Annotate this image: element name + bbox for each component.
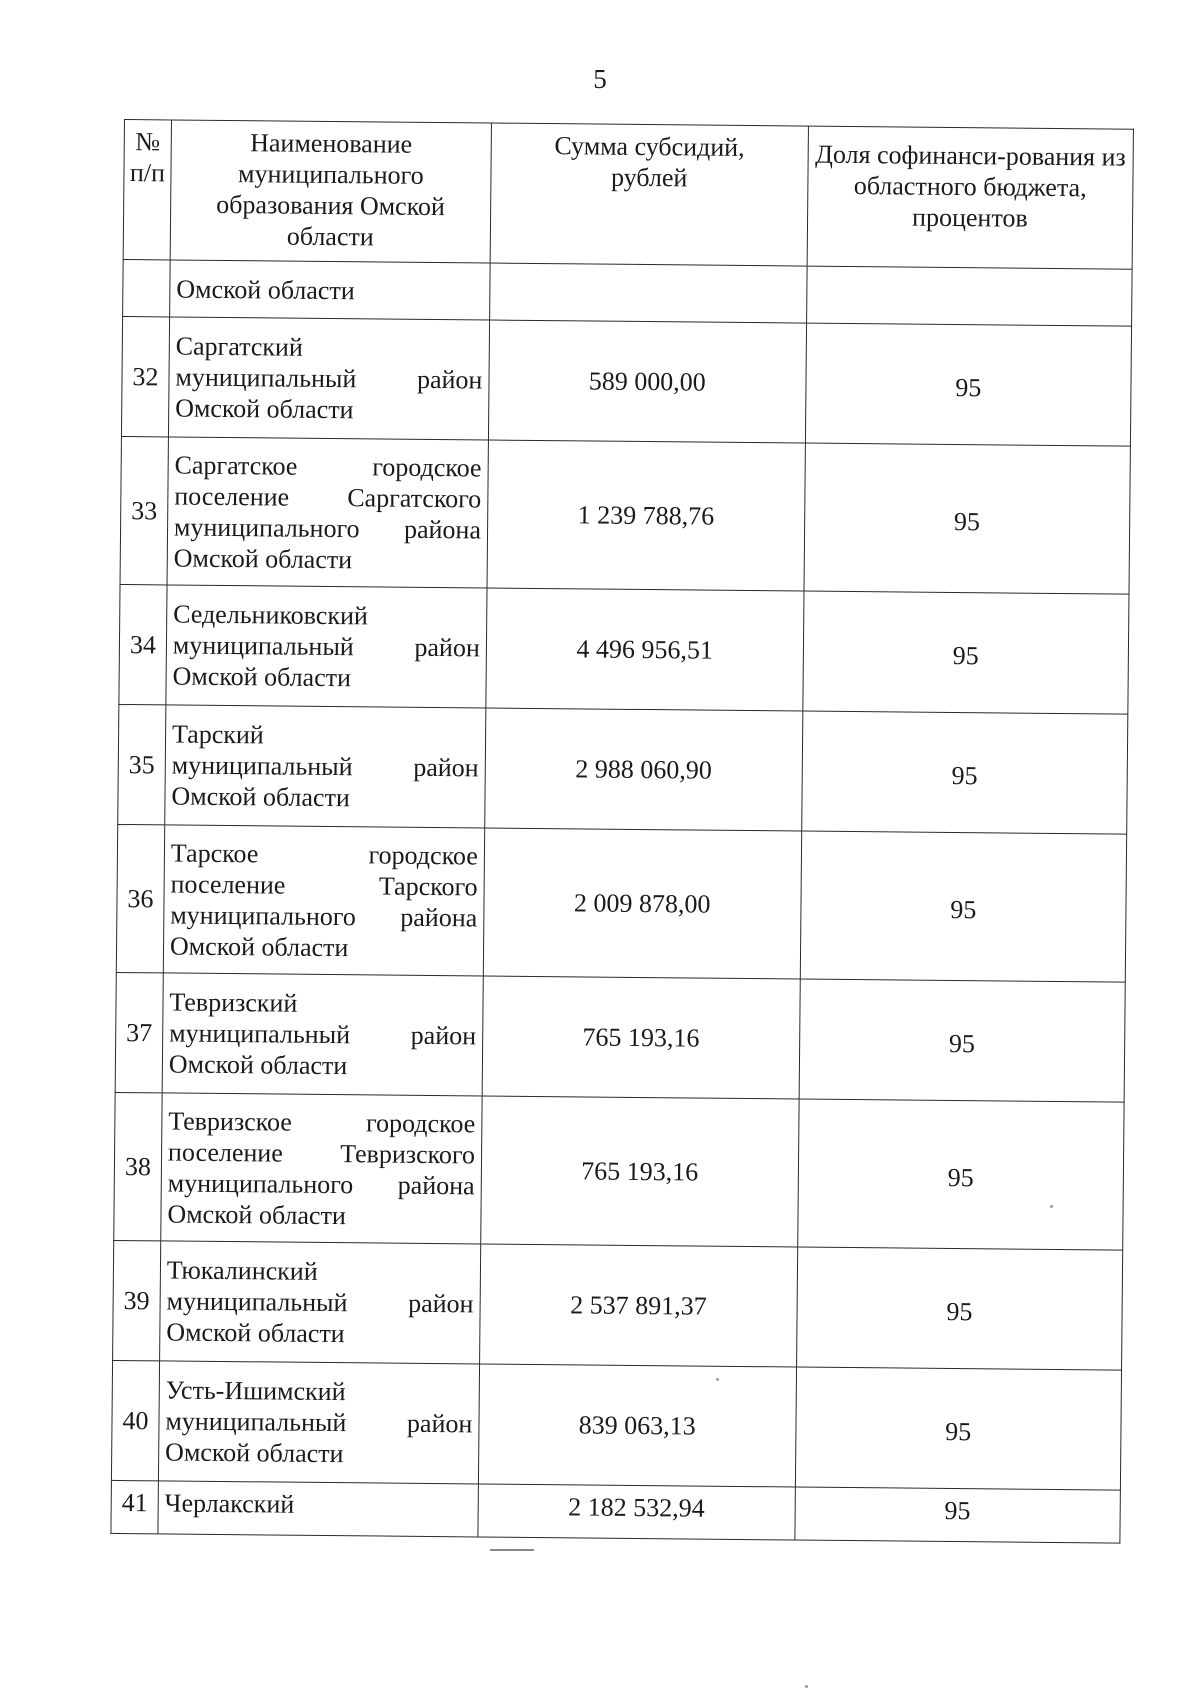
cell-sum: 765 193,16 xyxy=(481,1096,799,1247)
cell-name: Черлакский xyxy=(158,1481,478,1537)
header-num: № п/п xyxy=(123,120,171,260)
cell-num: 38 xyxy=(114,1092,162,1240)
table-header-row xyxy=(123,120,1133,270)
cell-name-line: Тарское городское xyxy=(170,837,478,870)
cell-name xyxy=(165,705,486,828)
table-row xyxy=(120,436,1130,594)
cell-name xyxy=(160,1241,481,1364)
cell-sum: 2 009 878,00 xyxy=(483,828,801,979)
cell-name-line: муниципального района xyxy=(167,1167,475,1200)
cell-num: 39 xyxy=(113,1240,161,1360)
cell-sum: 1 239 788,76 xyxy=(487,440,805,591)
cell-name-line: Тевризское городское xyxy=(168,1105,476,1138)
cell-name-line: Тарский xyxy=(171,719,264,750)
cell-name-line: Омской области xyxy=(172,661,352,693)
table-row xyxy=(116,824,1126,982)
cell-share: 95 xyxy=(803,591,1129,714)
cell-share: 95 xyxy=(804,443,1131,594)
cell-share: 95 xyxy=(801,711,1127,834)
cell-sum: 2 537 891,37 xyxy=(479,1244,797,1367)
cell-name-line: Тюкалинский xyxy=(166,1255,318,1286)
cell-num: 35 xyxy=(118,704,166,824)
cell-share: 95 xyxy=(797,1099,1124,1250)
table-row xyxy=(114,1092,1124,1250)
page-number: 5 xyxy=(593,64,607,94)
cell-name xyxy=(168,317,489,440)
cell-name: Омской области xyxy=(170,260,491,320)
table-row xyxy=(118,704,1128,834)
table-row xyxy=(113,1240,1123,1370)
cell-name-line: Омской области xyxy=(169,930,349,962)
cell-name-line: муниципального района xyxy=(173,511,482,544)
cell-name-line: Саргатское городское xyxy=(174,450,482,482)
cell-name-line: Омской области xyxy=(164,1437,344,1469)
cell-name xyxy=(167,437,488,588)
cell-name xyxy=(158,1361,479,1484)
cell-name-line: муниципальный район xyxy=(171,750,479,783)
header-sum: Сумма субсидий, рублей xyxy=(490,123,808,266)
stray-pen-mark xyxy=(490,1549,534,1551)
cell-share xyxy=(806,266,1132,326)
cell-sum: 4 496 956,51 xyxy=(486,588,804,711)
header-name: Наименование муниципального образования Омской области xyxy=(170,120,491,263)
cell-name-line: Омской области xyxy=(173,542,353,574)
cell-num: 32 xyxy=(121,316,169,436)
cell-num: 33 xyxy=(120,436,168,584)
cell-name-line: Седельниковский xyxy=(173,599,369,631)
table-row xyxy=(115,972,1125,1102)
cell-name-line: поселение Саргатского xyxy=(174,481,482,513)
cell-sum: 589 000,00 xyxy=(488,320,806,443)
scan-speck xyxy=(805,1685,808,1688)
cell-share: 95 xyxy=(805,323,1131,446)
cell-num: 36 xyxy=(116,824,164,972)
cell-name-line: муниципальный район xyxy=(175,362,483,395)
cell-num: 40 xyxy=(111,1360,159,1480)
cell-sum xyxy=(489,263,806,323)
cell-name xyxy=(162,973,483,1096)
cell-sum: 839 063,13 xyxy=(478,1364,796,1487)
scan-speck xyxy=(1050,1205,1053,1208)
cell-name-line: Тевризский xyxy=(169,987,298,1018)
cell-name-line: муниципальный район xyxy=(169,1018,477,1051)
cell-name-line: муниципальный район xyxy=(166,1286,474,1319)
cell-num xyxy=(123,259,170,316)
scan-speck xyxy=(716,1378,719,1381)
table-row xyxy=(111,1360,1121,1490)
table-row xyxy=(119,584,1129,714)
cell-share: 95 xyxy=(796,1247,1122,1370)
cell-name-line: Усть-Ишимский xyxy=(165,1375,346,1407)
table-row xyxy=(121,316,1131,446)
cell-name-line: Саргатский xyxy=(175,331,303,362)
subsidy-table xyxy=(110,119,1134,1544)
cell-num: 41 xyxy=(111,1480,158,1533)
cell-name-line: муниципальный район xyxy=(172,630,480,663)
cell-share: 95 xyxy=(795,1487,1121,1543)
cell-name-line: Омской области xyxy=(168,1049,348,1081)
cell-num: 34 xyxy=(119,584,167,704)
table-row-continuation xyxy=(123,259,1133,326)
cell-name-line: поселение Тевризского xyxy=(167,1136,476,1169)
cell-name-line: Омской области xyxy=(166,1317,345,1349)
cell-name xyxy=(166,585,487,708)
cell-name-line: муниципальный район xyxy=(165,1406,473,1439)
cell-num: 37 xyxy=(115,972,163,1092)
header-share: Доля софинанси-рования из областного бюджета, процентов xyxy=(807,126,1134,269)
cell-share: 95 xyxy=(800,831,1127,982)
cell-name-line: Омской области xyxy=(171,781,350,813)
cell-sum: 2 182 532,94 xyxy=(478,1484,795,1540)
cell-name xyxy=(163,825,484,976)
table-row xyxy=(111,1480,1120,1543)
cell-name-line: Омской области xyxy=(167,1198,346,1230)
cell-share: 95 xyxy=(795,1367,1121,1490)
cell-name xyxy=(161,1093,482,1244)
cell-name-line: поселение Тарского xyxy=(170,868,478,901)
cell-sum: 2 988 060,90 xyxy=(485,708,803,831)
cell-name-line: муниципального района xyxy=(170,899,478,932)
cell-sum: 765 193,16 xyxy=(482,976,800,1099)
cell-share: 95 xyxy=(799,979,1125,1102)
cell-name-line: Омской области xyxy=(175,393,354,425)
